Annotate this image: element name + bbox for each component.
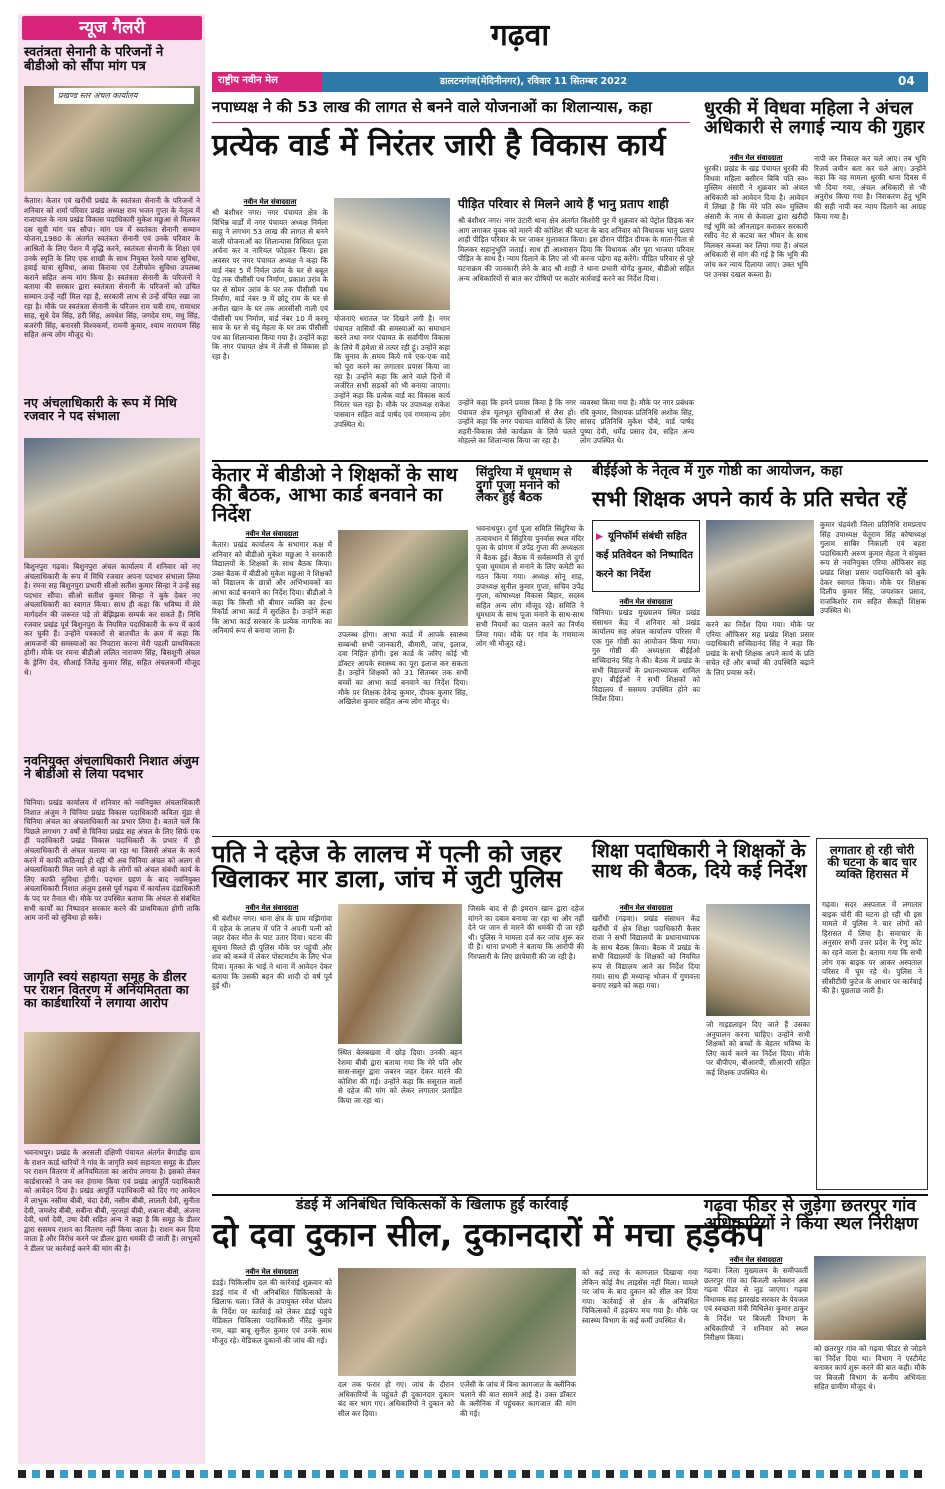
feeder-headline: गढ़वा फीडर से जुड़ेगा छतरपुर गांव अधिकारियों ने किया स्थल निरीक्षण <box>704 1196 919 1234</box>
dowry-body-2: स्थित बेलबखवा में छोड़ दिया। उनकी बहन रेशमा बीबी द्वारा बताया गया कि मेरे पति और सास-ससुर द्वारा जबरन जहर देकर मारने की कोशिश की गई। उन्होंने कहा कि ससुराल वालों से दहेज की मांग को लेकर लगातार प्रताड़ित किया जा रहा था। <box>338 1048 462 1105</box>
bdo-byline: नवीन मेल संवाददाता <box>245 530 299 538</box>
clinic-body-2: दल तक फरार हो गए। जांच के दौरान अधिकारियों के पहुंचते ही दुकानदार दुकान बंद कर भाग गए। अधिकारियों ने दुकान को सील कर दिया। <box>338 1380 454 1418</box>
victim-headline: पीड़ित परिवार से मिलने आये हैं भानु प्रताप शाही <box>458 197 669 211</box>
widow-body-1: धुरकी। प्रखंड के खड़ पंचायत धुरकी की विधवा महिला बसीरन बिबि पति स्व० मुस्लिम अंसारी ने शुक्रवार को अंचल अधिकारी को आवेदन दिया है। आवेदन में लिखा है कि मेरे पति स्व० मुस्लिम अंसारी के नाम से केवाला द्वारा खरीदी गई भूमि को ऑनलाइन कराकर सरकारी रसीद नेट से कटवा कर भीमन के साथ मिलकर कब्जा कर लिया गया है। अंचल अधिकारी से मांग की गई है कि भूमि की जांच कर न्याय दिलाया जाए। उक्त भूमि पर उनका दखल कब्जा है। <box>704 164 808 279</box>
victim-body-3: व्यवस्था किया गया है। मौके पर नगर प्रबंधक रवि कुमार, विधायक प्रतिनिधि अशोक सिंह, सांसद प्रतिनिधि मुकेश चौबे, वार्ड पार्षद पुष्पा देवी, धर्मेंद्र प्रसाद देव, सहित अन्य लोग उपस्थित थे। <box>580 398 694 446</box>
guru-body-2: करने का निर्देश दिया गया। मौके पर एरिया ऑफिसर सह प्रखंड शिक्षा प्रसार पदाधिकारी सच्चिदानंद सिंह ने कहा कि प्रखंड के सभी शिक्षक अपने कार्य के प्रति सचेत रहें और बच्चों की उपस्थिति बढ़ाने के लिए प्रयास करें। <box>706 620 814 677</box>
sidebar-headline-1: स्वतंत्रता सेनानी के परिजनों ने बीडीओ को सौंपा मांग पत्र <box>24 45 164 74</box>
guru-body-1: चिनिया। प्रखंड मुख्यालय स्थित प्रखंड संसाधन केंद्र में शनिवार को प्रखंड कार्यालय सह अंचल कार्यालय परिसर में एक गुरु गोष्ठी का आयोजन किया गया। गुरु गोष्ठी की अध्यक्षता बीईईओ सच्चिदानंद सिंह ने की। बैठक में प्रखंड के सभी विद्यालयों के प्रधानाध्यापक शामिल हुए। बीईईओ ने सभी शिक्षकों को विद्यालय में ससमय उपस्थित होने का निर्देश दिया। <box>592 608 700 704</box>
lead-kicker: नपाध्यक्ष ने की 53 लाख की लागत से बनने वाले योजनाओं का शिलान्यास, कहा <box>212 98 652 116</box>
bdo-headline: केतार में बीडीओ ने शिक्षकों के साथ की बैठक, आभा कार्ड बनवाने का निर्देश <box>212 464 458 526</box>
sidebar-photo-2 <box>24 438 200 558</box>
lead-kicker-rule <box>212 122 690 123</box>
feeder-body-1: गढ़वा। जिला मुख्यालय के समीपवर्ती छतरपुर गांव का बिजली कनेक्शन अब गढ़वा फीडर से जुड़ जाएगा। गढ़वा विधायक सह झारखंड सरकार के पेयजल एवं स्वच्छता मंत्री मिथिलेश कुमार ठाकुर के निर्देश पर बिजली विभाग के अधिकारियों ने शनिवार को स्थल निरीक्षण किया। <box>704 1266 808 1343</box>
clinic-byline: नवीन मेल संवाददाता <box>245 1268 299 1276</box>
sidebar-title: न्यूज गैलरी <box>79 18 145 38</box>
masthead-page-number: 04 <box>898 74 915 88</box>
sidebar-title-banner <box>22 16 202 40</box>
lead-byline: नवीन मेल संवाददाता <box>243 198 297 206</box>
pull-quote-arrow-icon: ▶ <box>596 532 603 542</box>
sidebar-headline-2: नए अंचलाधिकारी के रूप में मिथि रजवार ने पद संभाला <box>24 395 177 424</box>
guru-kicker: बीईईओ के नेतृत्व में गुरु गोष्ठी का आयोजन, कहा <box>592 463 843 479</box>
sidebar-photo-1-caption: प्रखण्ड स्तर अंचल कार्यालय <box>54 88 194 104</box>
education-photo <box>706 904 810 1016</box>
victim-body-2: उन्होंने कहा कि हमने प्रयास किया है कि नगर पंचायत क्षेत्र मूलभूत सुविधाओं से लैस हो। उन्होंने कहा कि नगर पंचायत वासियों के लिए शहरी-विकास जैसे कार्यक्रम के लिये चलते मोहल्ले का शिलान्यास किया जा रहा है। <box>458 398 576 446</box>
sidebar-body-2: बिशुनपुरा गढ़वा। बिशुनपुरा अंचल कार्यालय में शनिवार को नए अंचलाधिकारी के रूप में मिथि रजवार अपना पदभार संभाला लिया है। रमना सह बिशुनपुरा प्रभारी सीओ सतीश कुमार सिन्हा ने उन्हें सह पदभार सौंपा। सीओ सतीश कुमार सिन्हा ने बुके देकर नए अंचलाधिकारी का स्वागत किया। साथ ही कहा कि भविष्य में मेरे मार्गदर्शन की जरूरत पड़े तो बेझिझक सम्पर्क कर सकते हैं। निधि रजवार प्रखंड पूर्व बिशुनपुरा के नियमित पदाधिकारी के रूप में कार्य कर चुकी हैं। उन्होंने पत्रकारों से बातचीत के क्रम में कहा कि आमजनों की समस्याओं का निपटारा करना मेरी पहली प्राथमिकता होगी। मौके पर रमना बीडीओ ललित नारायण सिंह, बिसशुनी अंचल के ड्रेनिंग देव, सीआई जितेंद्र कुमार सिंह, सहित अंचलकर्मी मौजूद थे। <box>24 562 200 677</box>
education-byline: नवीन मेल संवाददाता <box>619 904 673 912</box>
clinic-headline: दो दवा दुकान सील, दुकानदारों में मचा हड़कंप <box>212 1215 765 1254</box>
sidebar-headline-3: नवनियुक्त अंचलाधिकारी निशात अंजुम ने बीडीओ से लिया पदभार <box>24 753 199 782</box>
education-body-2: जो गाइडलाइन दिए जाते हैं उसका अनुपालन करना चाहिए। उन्होंने सभी शिक्षकों को बच्चों के बेहतर भविष्य के लिए कार्य करने का निर्देश दिया। मौके पर बीपीएम, बीआरपी, सीआरपी सहित कई शिक्षक उपस्थित थे। <box>706 1020 810 1077</box>
education-headline: शिक्षा पदाधिकारी ने शिक्षकों के साथ की बैठक, दिये कई निर्देश <box>592 840 807 882</box>
guru-body-3: कुमार चंद्रवंशी जिला प्रतिनिधि रामप्रताप सिंह उपाध्यक्ष चेतूराम सिंह कोषाध्यक्ष गुलाम साबिर निकाली एवं बहरा पदाधिकारी अरुण कुमार मेहता ने संयुक्त रूप से नवनियुक्त एरिया ऑफिसर सह प्रखंड शिक्षा प्रसार पदाधिकारी को बुके देकर स्वागत किया। मौके पर शिक्षक दिलीप कुमार सिंह, जयशंकर प्रसाद, राजकिशोर राम सहित सैकड़ों शिक्षक उपस्थित थे। <box>820 520 926 616</box>
guru-byline: नवीन मेल संवाददाता <box>619 598 673 606</box>
row1-divider <box>212 460 928 462</box>
bdo-body-1: केतार। प्रखंड कार्यालय के सभागार कक्ष में शनिवार को बीडीओ मुकेश मछुआ ने सरकारी विद्यालयों के शिक्षकों के साथ बैठक किया। उक्त बैठक में बीडीओ मुकेश मछुआ ने शिक्षकों को विद्यालय के छात्रों और अभिभावकों का आभा कार्ड बनवाने का निर्देश दिया। बीडीओ ने कहा कि किसी भी बीमार व्यक्ति का हेल्थ रिकॉर्ड आभा कार्ड में सुरक्षित है। उन्होंने कहा कि आभा कार्ड सरकार के प्रत्येक नागरिक का अनिवार्य रूप से बनाया जाना है। <box>212 540 332 636</box>
dowry-headline: पति ने दहेज के लालच में पत्नी को जहर खिलाकर मार डाला, जांच में जुटी पुलिस <box>212 840 562 894</box>
guru-pull-text: यूनिफॉर्म संबंधी सहित कई प्रतिवेदन को निष्पादित करने का निर्देश <box>596 531 693 580</box>
masthead-paper: राष्ट्रीय नवीन मेल <box>218 75 278 86</box>
sidebar-photo-4 <box>24 1032 200 1144</box>
feeder-photo <box>814 1256 926 1340</box>
sidebar-body-4: भवनाथपुर। प्रखंड के अरसली दक्षिणी पंचायत अंतर्गत बैगाडीह ग्राम के राशन कार्ड धारियों ने गांव के जागृति स्वयं सहायता समूह के डीलर पर राशन वितरण में अनियमितता का आरोप लगाया है। इसको लेकर कार्डधारकों ने जम कर हंगामा किया एवं प्रखंड आपूर्ति पदाधिकारी को आवेदन दिया है। प्रखंड आपूर्ति पदाधिकारी को दिए गए आवेदन में लाभुक नसीमा बीबी, चंदा देवी, नसीम बीबी, लालती देवी, सुनीता देवी, जमशेद बीबी, सबीना बीबी, नूरजहां बीबी, शबाना बीबी, अंजना देवी, धर्मा देवी, उषा देवी सहित अन्य ने कहा है कि समूह के डीलर द्वारा ससमय राशन का वितरण नहीं किया जाता है। राशन कम दिया जाता है और विरोध करने पर डीलर द्वारा धमकी दी जाती है। लाभुकों ने डीलर पर कार्रवाई करने की मांग की है। <box>24 1148 200 1253</box>
clinic-body-1: डंडई। चिकित्सीय दल की कार्रवाई शुक्रवार को डंडई गांव में भी अनिबंधित चिकित्सकों के खिलाफ चला। जिले के उपायुक्त रमेश घोलप के निर्देश पर कार्रवाई को लेकर डंडई पहुंचे मेडिकल चिकित्सा पदाधिकारी नीरेंद्र कुमार राम, बड़ा बाबू सुनील कुमार एवं उनके साथ मौजूद रहे। मेडिकल दुकानों की जांच की गई। <box>212 1278 332 1345</box>
theft-body: गढ़वा। सदर अस्पताल में लगातार बाइक चोरी की घटना हो रही थी इस मामले में पुलिस ने चार लोगों को हिरासत में लिया है। समाचार के अनुसार सभी उत्तर प्रदेश के रेणु कोट का रहने वाला है। बताया गया कि सभी लोग एक बाइक पर आकर अस्पताल परिसर में घूम रहे थे। पुलिस ने सीसीटीवी फुटेज के आधार पर कार्रवाई की है। पूछताछ जारी है। <box>822 900 922 996</box>
widow-body-2: नापी कर निकाल कर चले आए। तब भूमि रिजर्व जमीन बता कर चले आए। उन्होंने कहा कि वह मामला धुरकी थाना दिवस में भी दिया गया, अंचल अधिकारी से भी अनुरोध किया गया है। निराकरण हेतु भूमि की सही नापी कर न्याय दिलाने का आग्रह किया गया है। <box>814 154 926 221</box>
feeder-byline: नवीन मेल संवाददाता <box>729 1256 783 1264</box>
sidebar-headline-4: जागृति स्वयं सहायता समूह के डीलर पर राशन वितरण में अनियमितता का का कार्डधारियों ने लगाया आरोप <box>24 969 189 1011</box>
lead-body-1: श्री बंशीधर नगर। नगर पंचायत क्षेत्र के विभिन्न वार्डों में नगर पंचायत अध्यक्ष निर्मला साहू ने लगभग 53 लाख की लागत से बनने वाली योजनाओं का शिलान्यास विधिवत पूजा अर्चना कर व नारियल फोड़कर किया। इस अवसर पर नगर पंचायत अध्यक्ष ने कहा कि वार्ड नंबर 5 में निर्मल उरांव के घर से बबूल पेड़ तक पीसीसी पथ निर्माण, प्रकाश उरांव के घर से सोमर उरांव के घर तक पीसीसी पथ निर्माण, वार्ड नंबर 9 में छोटू राम के घर से अनील खान के घर तक आरसीसी नाली एवं पीसीसी पथ निर्माण, वार्ड नंबर 10 में करमू साव के घर से चंदू मेहता के घर तक पीसीसी पथ का शिलान्यास किया गया है। उन्होंने कहा कि नगर पंचायत क्षेत्र में तेजी से विकास हो रहा है। <box>212 208 328 361</box>
dowry-body-3: जिसके बाद से ही इमरान खान द्वारा दहेज मांगने का दबाव बनाया जा रहा था और नहीं देने पर जान से मारने की धमकी दी जा रही थी। पुलिस ने मामला दर्ज कर जांच शुरू कर दी है। थाना प्रभारी ने बताया कि आरोपी की गिरफ्तारी के लिए छापेमारी की जा रही है। <box>468 904 584 961</box>
footer-stripe <box>18 1470 928 1478</box>
sidebar-body-3: चिनिया। प्रखंड कार्यालय में शनिवार को नवनियुक्त अंचलाधिकारी निशात अंजुम ने चिनिया प्रखंड विकास पदाधिकारी कविता मुंडा से चिनिया अंचल का अंचलाधिकारी का प्रभार लिया है। बताते चलें कि पिछले लगभग 7 वर्षों से चिनिया प्रखंड सह अंचल के लिए सिर्फ एक ही पदाधिकारी प्रखंड विकास पदाधिकारी के प्रभार में ही अंचलाधिकारी से अंचल चलाया जा रहा था जिससे अंचल के कार्य करने में काफी कठिनाई हो रही थी अब चिनिया अंचल को अलग से अंचलाधिकारी मिल जाने से वहां के लोगों को अंचल संबंधी कार्य के लिए काफी सुविधा होगी। पदभार ग्रहण के बाद नवनियुक्त अंचलाधिकारी निशात अंजुम इससे पूर्व गढ़वा में कार्यालय दंडाधिकारी के पद पर तैनात थी। मौके पर उपस्थित बताया कि अंचल से संबंधित सभी कार्यों का निष्पादन सरकार करने की प्राथमिकता होगी ताकि आम जनों को सुविधा हो सके। <box>24 798 200 923</box>
bdo-body-2: उपलब्ध होगा। आभा कार्ड में आपके स्वास्थ्य सम्बन्धी सभी जानकारी, बीमारी, जांच, इलाज, दवा निहित होगी। इस कार्ड के जरिए कोई भी डॉक्टर आपके स्वास्थ्य का पूरा इलाज कर सकता है। उन्होंने शिक्षकों को 31 सितम्बर तक सभी बच्चों का आभा कार्ड बनवाने का निर्देश दिया। मौके पर शिक्षक देवेन्द्र कुमार, दीपक कुमार सिंह, अखिलेश कुमार सहित अन्य लोग मौजूद थे। <box>338 630 468 707</box>
feeder-body-2: को छतरपुर गांव को गढ़वा फीडर से जोड़ने का निर्देश दिया था। विभाग ने एस्टीमेट बनाकर कार्य शुरू करने की बात कही। मौके पर बिजली विभाग के कनीय अभियंता सहित ग्रामीण मौजूद थे। <box>814 1344 926 1392</box>
masthead-city: गढ़वा <box>490 18 550 53</box>
sindoor-headline: सिंदुरिया में धूमधाम से दुर्गा पूजा मनाने को लेकर हुई बैठक <box>476 465 572 505</box>
row2-divider <box>212 836 810 837</box>
sidebar-body-1: केताार। केतार एवं खरौंधी प्रखंड के स्वतंत्रता सेनानी के परिजनों ने शनिवार को शर्मा परिवार प्रखंड अध्यक्ष राम भजन गुप्ता के नेतृत्व में राजापाल के नाम प्रखंड विकास पदाधिकारी मुकेश मछुआ से मिलकर दस सूत्री मांग पत्र सौंपा। मांग पत्र में स्वतंत्रता सेनानी सम्मान योजना,1980 के अंतर्गत स्वतंत्रता सेनानी एवं उनके परिवार के आश्रितों के लिए पेंशन में वृद्धि करने, स्वतंत्रता सेनानी के शिक्षा एवं उनके स्मृति के लिए एक शाखी के साथ नियुक्त रेलवे यात्रा सुविधा, हवाई यात्रा सुविधा, आवा किराया एवं टेलीफोन सुविधा उपलब्ध कराने सहित अन्य मांग किया है। स्वतंत्रता सेनानी के परिजनों ने बताया की सरकार द्वारा स्वतंत्रता सेनानी के परिजनों को उचित सम्मान उन्हें नहीं मिल रहा है, सरकारी लाभ से उन्हें वंचित रखा जा रहा है। मौके पर स्वतंत्रता सेनानी के परिजन राम चत्री राम, रामाधार साह, सुधे देव सिंह, हरी सिंह, अवधेश सिंह, जगदेव राम, मधु सिंह, बजरंगी सिंह, बनारसी विश्वकर्मा, रामनी कुमार, श्याम नारायण सिंह सहित अन्य लोग मौजूद थे। <box>24 196 200 340</box>
clinic-body-3: एजेंसी के जांच में बिना कागजात के क्लीनिक चलाने की बात सामने आई है। उक्त डॉक्टर के क्लीनिक में पहुंचकर कागजात की मांग की गई। <box>460 1380 576 1418</box>
guru-photo <box>706 520 814 616</box>
widow-byline: नवीन मेल संवाददाता <box>729 154 783 162</box>
sindoor-body: भवनाथपुर। दुर्गा पूजा समिति सिंदुरिया के तत्वावधान में सिंदुरिया पुनर्वास स्थल मंदिर पूजा के प्रांगण में उपेंद्र गुप्ता की अध्यक्षता में बैठक हुई। बैठक में सर्वसम्मति से दुर्गा पूजा धूमधाम से मनाने के लिए कमेटी का गठन किया गया। अध्यक्ष सोनू शाह, उपाध्यक्ष सुनील कुमार गुप्ता, सचिव उपेंद्र गुप्ता, कोषाध्यक्ष विकास बिहार, सदस्य सहित अन्य लोग मौजूद रहे। समिति ने धूमधाम के साथ पूजा मनाने के साथ-साथ सभी नियमों का पालन करने का निर्णय लिया गया। मौके पर गांव के गणमान्य लोग भी मौजूद रहे। <box>476 524 584 649</box>
widow-headline: धुरकी में विधवा महिला ने अंचल अधिकारी से लगाई न्याय की गुहार <box>704 98 925 138</box>
theft-headline: लगातार हो रही चोरी की घटना के बाद चार व्यक्ति हिरासत में <box>827 843 917 882</box>
dowry-byline: नवीन मेल संवाददाता <box>245 904 299 912</box>
guru-pull-quote <box>592 520 700 592</box>
masthead-dateline: डालटनगंज(मेदिनीनगर), रविवार 11 सितम्बर 2022 <box>440 76 628 87</box>
lead-headline: प्रत्येक वार्ड में निरंतर जारी है विकास कार्य <box>212 128 666 163</box>
dowry-photo <box>338 904 462 1044</box>
sidebar-photo-1 <box>24 86 200 192</box>
lead-body-2: योजनाएं धरातल पर दिखने लगी है। नगर पंचायत वासियों की समस्याओं का समाधान करने तथा नगर पंचायत के सर्वांगीण विकास के लिये मैं हमेशा से तत्पर रही हूं। उन्होंने कहा कि चुनाव के समय किये गये एक-एक वादे को पूरा करने का लगातार प्रयास किया जा रहा है। उन्होंने कहा कि आने वाले दिनों में जर्जरित सभी सड़कों को भी बनाया जाएगा। उन्होंने कहा कि प्रत्येक वार्ड का विकास कार्य निरंतर चल रहा है। मौके पर उपाध्यक्ष राकेश पासवान सहित वार्ड पार्षद एवं गणमान्य लोग उपस्थित थे। <box>334 314 450 429</box>
clinic-kicker: डंडई में अनिबंधित चिकित्सकों के खिलाफ हुई कार्रवाई <box>296 1197 568 1213</box>
guru-headline: सभी शिक्षक अपने कार्य के प्रति सचेत रहें <box>592 487 907 511</box>
clinic-photo <box>338 1268 576 1376</box>
dowry-body-1: श्री बंशीधर नगर। थाना क्षेत्र के ग्राम मझिगांवा में दहेज के लालच में पति ने अपनी पत्नी को जहर देकर मौत के घाट उतार दिया। घटना की सूचना मिलते ही पुलिस मौके पर पहुंची और शव को कब्जे में लेकर पोस्टमार्टम के लिए भेज दिया। मृतका के भाई ने थाना में आवेदन देकर बताया कि उसकी बहन की शादी दो वर्ष पूर्व हुई थी। <box>212 914 332 991</box>
clinic-body-4: को कई तरह के कागजात दिखाया गया लेकिन कोई वैध लाइसेंस नहीं मिला। मामले पर जांच के बाद दुकान को सील कर दिया गया। कार्रवाई से क्षेत्र के अनिबंधित चिकित्सकों में हड़कंप मच गया है। मौके पर स्वास्थ्य विभाग के कई कर्मी उपस्थित थे। <box>582 1268 698 1325</box>
bdo-photo <box>338 530 468 626</box>
lead-photo <box>334 198 450 310</box>
victim-body-1: श्री बंशीधर नगर। नगर उंटारी थाना क्षेत्र अंतर्गत किशोरी पुर में शुक्रवार को पेट्रोल छिड़क कर आग लगाकर युवक को मारने की कोशिश की घटना के बाद शनिवार को विधायक भानु प्रताप शाही पीड़ित परिवार के घर जाकर मुलाकात किया। इस दौरान पीड़ित दीपक के माता-पिता से मिलकर सहानुभूति जताई। साथ ही आश्वासन दिया कि विधायक और पूरा भाजपा परिवार पीड़ित के साथ है। न्याय दिलाने के लिए जो भी करना पड़ेगा वह करेंगे। पीड़ित परिवार से पूरे घटनाक्रम की जानकारी लेने के बाद श्री शाही ने थाना प्रभारी योगेंद्र कुमार, बीडीओ सहित अन्य अधिकारियों से बात कर दोषियों पर कठोर कार्रवाई करने का निर्देश दिया। <box>458 216 694 283</box>
education-body-1: खरौंधी (गढ़वा)। प्रखंड संसाधन केंद्र खरौंधी में क्षेत्र शिक्षा पदाधिकारी कैसर राजा ने सभी विद्यालयों के प्रधानाध्यापक के साथ बैठक किया। बैठक में प्रखंड के सभी विद्यालयों के शिक्षकों को नियमित रूप से विद्यालय आने का निर्देश दिया गया। साथ ही मध्यान्ह भोजन में गुणवत्ता बनाए रखने को कहा गया। <box>592 914 700 991</box>
